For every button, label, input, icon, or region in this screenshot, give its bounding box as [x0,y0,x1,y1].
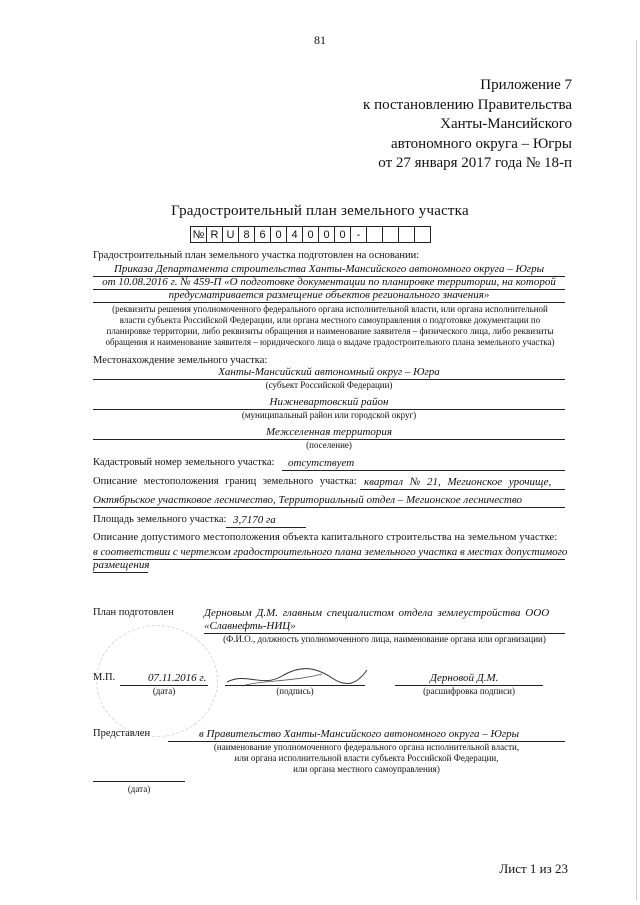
scan-edge [636,40,637,900]
number-cell [366,226,383,243]
presented-value: в Правительство Ханты-Мансийского автономного округа – Югры [199,728,520,740]
signature-caption: (подпись) [276,686,314,696]
area-value: 3,7170 га [233,514,276,526]
document-title: Градостроительный план земельного участка [171,203,469,219]
placement-value-line2: размещения [93,559,150,571]
number-cell [398,226,415,243]
basis-caption: планировке территории, либо реквизиты обращения и наименование заявителя – физического лица, либо реквизиты [106,326,554,336]
number-cell: 0 [302,226,319,243]
cadastral-label: Кадастровый номер земельного участка: [93,457,275,468]
basis-label: Градостроительный план земельного участка подготовлен на основании: [93,250,420,261]
presented-caption: или органа исполнительной власти субъекта Российской Федерации, [234,753,499,763]
number-cell: 8 [238,226,255,243]
boundaries-label: Описание местоположения границ земельного участка: [93,476,357,487]
location-district-caption: (муниципальный район или городской округ) [241,410,417,420]
number-cell: R [206,226,223,243]
prepared-label: План подготовлен [93,607,174,618]
presented-caption: или органа местного самоуправления) [293,764,440,774]
plan-number-boxes [191,226,431,243]
basis-value-line1: Приказа Департамента строительства Ханты-Мансийского автономного округа – Югры [113,263,545,275]
prepared-caption: (Ф.И.О., должность уполномоченного лица, наименование органа или организации) [223,634,546,644]
boundaries-value-line2: Октябрьское участковое лесничество, Территориальный отдел – Мегионское лесничество [93,494,522,506]
page-number: 81 [314,33,326,47]
presented-label: Представлен [93,728,151,739]
location-settlement: Межселенная территория [265,426,393,438]
placement-value-line1: в соответствии с чертежом градостроительного плана земельного участка в местах допустимого [93,546,568,558]
cadastral-value: отсутствует [288,457,355,469]
location-subject: Ханты-Мансийский автономный округ – Югра [218,366,440,378]
number-cell: U [222,226,239,243]
basis-value-line3: предусматривается размещение объектов регионального значения» [168,289,490,301]
number-cell: 0 [318,226,335,243]
prepared-name: Дерновой Д.М. [430,672,499,684]
basis-caption: власти субъекта Российской Федерации, или органа местного самоуправления о подготовке документации по [119,315,541,325]
appendix-line: Приложение 7 [480,77,572,93]
presented-date-caption: (дата) [127,784,151,794]
placement-label: Описание допустимого местоположения объекта капитального строительства на земельном участке: [93,532,558,543]
appendix-line: автономного округа – Югры [390,135,572,152]
appendix-line: Ханты-Мансийского [440,116,572,132]
number-cell [382,226,399,243]
prepared-value-line1: Дерновым Д.М. главным специалистом отдела землеустройства ООО [204,607,550,619]
mp-label: М.П. [93,672,116,683]
number-cell: 0 [334,226,351,243]
number-cell: 4 [286,226,303,243]
basis-caption: (реквизиты решения уполномоченного федерального органа исполнительной власти, или органа исполнительной [112,304,548,314]
number-cell: - [350,226,367,243]
location-label: Местонахождение земельного участка: [93,355,268,366]
appendix-line: к постановлению Правительства [363,96,572,113]
appendix-line: от 27 января 2017 года № 18-п [378,155,572,171]
number-cell: 6 [254,226,271,243]
area-label: Площадь земельного участка: [93,514,227,525]
sheet-counter: Лист 1 из 23 [499,861,568,876]
prepared-date: 07.11.2016 г. [148,672,207,684]
basis-value-line2: от 10.08.2016 г. № 459-П «О подготовке документации по планировке территории, на которой [102,276,556,288]
date-caption: (дата) [152,686,176,696]
basis-caption: обращения и наименование заявителя – юридического лица о выдаче градостроительного плана земельного участка) [105,337,555,347]
prepared-value-line2: «Славнефть-НИЦ» [204,620,296,632]
number-cell: 0 [270,226,287,243]
presented-caption: (наименование уполномоченного федерального органа исполнительной власти, [213,742,520,752]
location-subject-caption: (субъект Российской Федерации) [265,380,393,390]
boundaries-value-line1: квартал № 21, Мегионское урочище, [364,476,552,488]
name-caption: (расшифровка подписи) [423,686,515,696]
location-settlement-caption: (поселение) [306,440,352,450]
location-district: Нижневартовский район [269,396,389,408]
appendix-block [363,76,572,174]
number-cell: № [190,226,207,243]
number-cell [414,226,431,243]
